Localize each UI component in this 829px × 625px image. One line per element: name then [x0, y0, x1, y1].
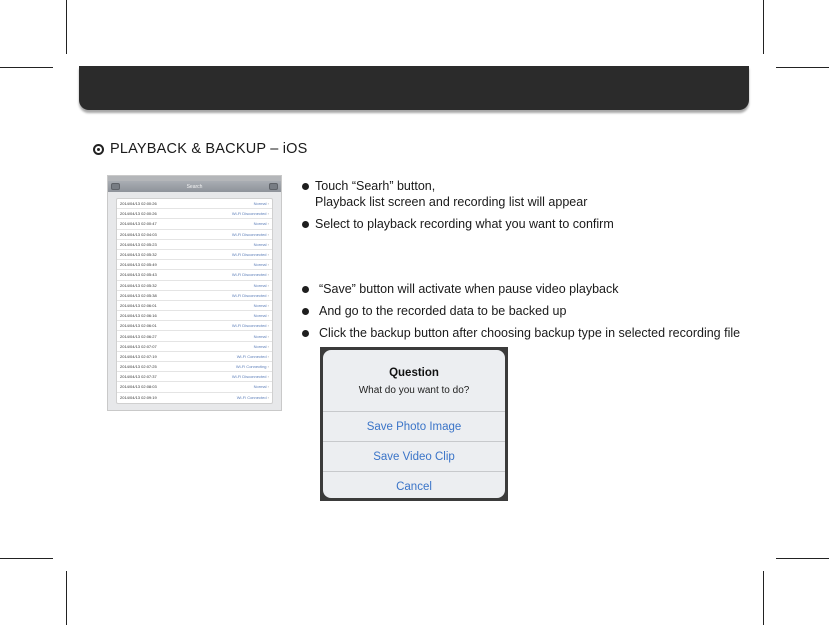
search-icon[interactable]	[269, 183, 278, 190]
recording-timestamp: 2014/04/13 02:00:26	[120, 201, 157, 207]
recording-status: Wi-Fi Disconnected ›	[232, 374, 269, 379]
list-item[interactable]	[117, 393, 272, 403]
list-item[interactable]	[117, 240, 272, 250]
crop-mark	[763, 0, 764, 54]
recording-timestamp: 2014/04/13 02:00:47	[120, 221, 157, 227]
recording-timestamp: 2014/04/13 02:07:37	[120, 374, 157, 380]
back-icon[interactable]	[111, 183, 120, 190]
recording-list	[116, 198, 273, 404]
instruction-text: “Save” button will activate when pause video playback	[319, 282, 619, 296]
list-item[interactable]	[117, 270, 272, 280]
bullet-dot-icon	[302, 183, 309, 190]
recording-timestamp: 2014/04/13 02:05:23	[120, 241, 157, 247]
recording-timestamp: 2014/04/13 02:07:07	[120, 343, 157, 349]
recording-status: Normal ›	[254, 313, 269, 318]
section-title	[93, 141, 307, 157]
recording-timestamp: 2014/04/13 02:07:19	[120, 353, 157, 359]
list-item[interactable]	[117, 199, 272, 209]
crop-mark	[66, 0, 67, 54]
recording-status: Wi-Fi Connected ›	[237, 354, 269, 359]
ipad-nav-bar	[108, 181, 281, 192]
recording-status: Normal ›	[254, 242, 269, 247]
recording-timestamp: 2014/04/13 02:09:19	[120, 395, 157, 401]
list-item[interactable]	[117, 301, 272, 311]
recording-timestamp: 2014/04/13 02:04:03	[120, 231, 157, 237]
recording-timestamp: 2014/04/13 02:06:01	[120, 323, 157, 329]
recording-status: Wi-Fi Disconnected ›	[232, 293, 269, 298]
bullet-dot-icon	[302, 330, 309, 337]
bullet-dot-icon	[302, 221, 309, 228]
instruction-text: Select to playback recording what you want to confirm	[315, 217, 614, 231]
recording-status: Normal ›	[254, 262, 269, 267]
list-item[interactable]	[117, 321, 272, 331]
recording-timestamp: 2014/04/13 02:06:01	[120, 302, 157, 308]
crop-mark	[763, 571, 764, 625]
list-item[interactable]	[117, 219, 272, 229]
recording-timestamp: 2014/04/13 02:06:16	[120, 313, 157, 319]
list-item[interactable]	[117, 209, 272, 219]
recording-status: Normal ›	[254, 384, 269, 389]
cancel-button[interactable]: Cancel	[323, 471, 505, 498]
list-item[interactable]	[117, 230, 272, 240]
bullet-dot-icon	[302, 308, 309, 315]
crop-mark	[0, 558, 53, 559]
recording-status: Normal ›	[254, 334, 269, 339]
recording-timestamp: 2014/04/13 02:05:49	[120, 262, 157, 268]
dialog-panel	[323, 350, 505, 498]
instruction-text: Playback list screen and recording list will appear	[315, 195, 588, 209]
crop-mark	[0, 67, 53, 68]
recording-timestamp: 2014/04/13 02:07:25	[120, 364, 157, 370]
instruction-text: Touch “Searh” button,	[315, 179, 436, 193]
list-item[interactable]	[117, 281, 272, 291]
crop-mark	[776, 67, 829, 68]
list-item[interactable]	[117, 372, 272, 382]
bullet-circle-icon	[93, 144, 104, 155]
crop-mark	[776, 558, 829, 559]
recording-status: Wi-Fi Connecting ›	[236, 364, 269, 369]
recording-timestamp: 2014/04/13 02:05:43	[120, 272, 157, 278]
dialog-message: What do you want to do?	[358, 385, 470, 396]
recording-timestamp: 2014/04/13 02:06:27	[120, 333, 157, 339]
crop-mark	[66, 571, 67, 625]
instruction-text: Click the backup button after choosing backup type in selected recording file	[319, 326, 741, 340]
list-item[interactable]	[117, 291, 272, 301]
ipad-playback-list-screenshot	[107, 175, 282, 411]
recording-timestamp: 2014/04/13 02:05:32	[120, 252, 157, 258]
recording-timestamp: 2014/04/13 02:05:38	[120, 292, 157, 298]
list-item[interactable]	[117, 250, 272, 260]
backup-dialog-screenshot	[320, 347, 508, 501]
recording-status: Wi-Fi Disconnected ›	[232, 323, 269, 328]
section-title-text: PLAYBACK & BACKUP – iOS	[110, 141, 308, 157]
list-item[interactable]	[117, 382, 272, 392]
recording-timestamp: 2014/04/13 02:00:26	[120, 211, 157, 217]
list-item[interactable]	[117, 362, 272, 372]
recording-timestamp: 2014/04/13 02:08:03	[120, 384, 157, 390]
save-video-clip-button[interactable]: Save Video Clip	[323, 441, 505, 472]
header-bar	[79, 66, 749, 110]
recording-status: Wi-Fi Disconnected ›	[232, 272, 269, 277]
recording-status: Normal ›	[254, 201, 269, 206]
save-photo-image-button[interactable]: Save Photo Image	[323, 411, 505, 442]
list-item[interactable]	[117, 260, 272, 270]
list-item[interactable]	[117, 342, 272, 352]
bullet-dot-icon	[302, 286, 309, 293]
dialog-title: Question	[389, 367, 439, 379]
list-item[interactable]	[117, 311, 272, 321]
list-item[interactable]	[117, 331, 272, 341]
ipad-nav-title: Search	[186, 183, 203, 190]
instruction-text: And go to the recorded data to be backed up	[319, 304, 567, 318]
recording-status: Normal ›	[254, 303, 269, 308]
recording-status: Wi-Fi Disconnected ›	[232, 211, 269, 216]
recording-status: Normal ›	[254, 221, 269, 226]
recording-status: Wi-Fi Disconnected ›	[232, 232, 269, 237]
recording-status: Wi-Fi Disconnected ›	[232, 252, 269, 257]
recording-timestamp: 2014/04/13 02:05:32	[120, 282, 157, 288]
list-item[interactable]	[117, 352, 272, 362]
recording-status: Normal ›	[254, 344, 269, 349]
recording-status: Normal ›	[254, 283, 269, 288]
recording-status: Wi-Fi Connected ›	[237, 395, 269, 400]
